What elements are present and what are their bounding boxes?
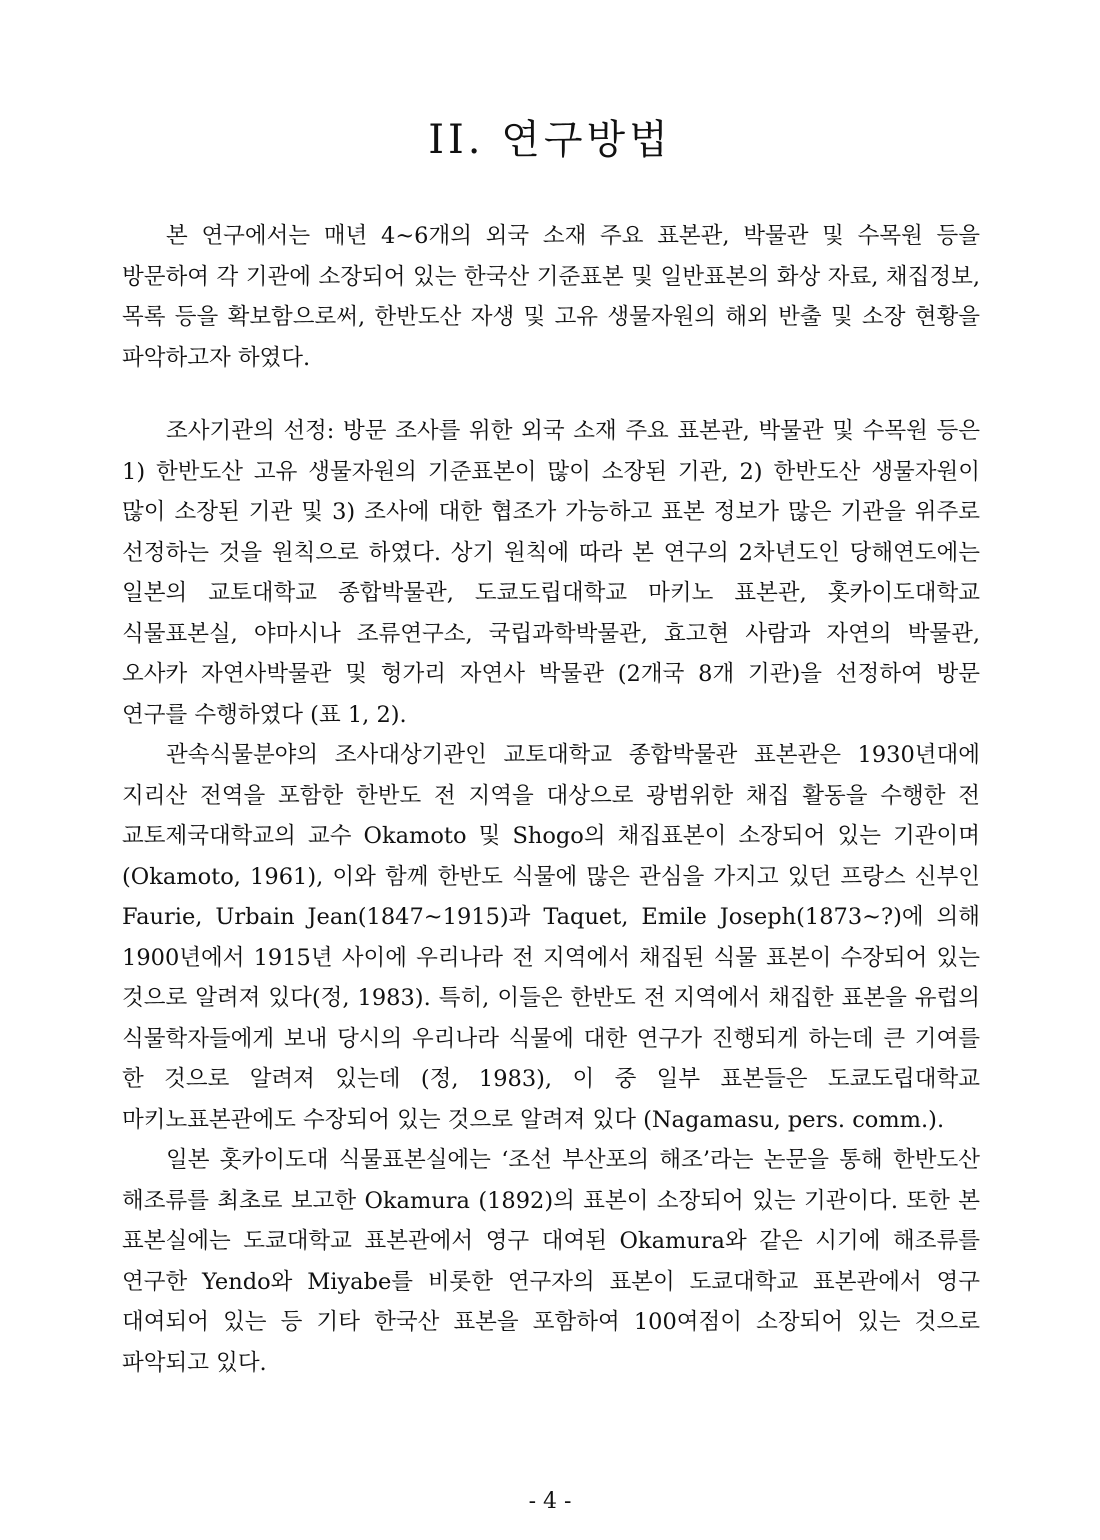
page-number: - 4 -	[528, 1489, 572, 1514]
paragraph-intro: 본 연구에서는 매년 4~6개의 외국 소재 주요 표본관, 박물관 및 수목원 등을 방문하여 각 기관에 소장되어 있는 한국산 기준표본 및 일반표본의 화상 자료, 채집정보, 목록 등을 확보함으로써, 한반도산 자생 및 고유 생물자원의 해외 반출 및 소장 현황을 파악하고자 하였다.	[122, 223, 980, 371]
paragraph-seaweed-herbarium: 일본 홋카이도대 식물표본실에는 ‘조선 부산포의 해조’라는 논문을 통해 한반도산 해조류를 최초로 보고한 Okamura (1892)의 표본이 소장되어 있는 기관이다. 또한 본 표본실에는 도쿄대학교 표본관에서 영구 대여된 Okamura와 같은 시기에 해조류를 연구한 Yendo와 Miyabe를 비롯한 연구자의 표본이 도쿄대학교 표본관에서 영구 대여되어 있는 등 기타 한국산 표본을 포함하여 100여점이 소장되어 있는 것으로 파악되고 있다.	[122, 1147, 980, 1376]
paragraph-institution-selection: 조사기관의 선정: 방문 조사를 위한 외국 소재 주요 표본관, 박물관 및 수목원 등은 1) 한반도산 고유 생물자원의 기준표본이 많이 소장된 기관, 2) 한반도산 생물자원이 많이 소장된 기관 및 3) 조사에 대한 협조가 가능하고 표본 정보가 많은 기관을 위주로 선정하는 것을 원칙으로 하였다. 상기 원칙에 따라 본 연구의 2차년도인 당해연도에는 일본의 교토대학교 종합박물관, 도쿄도립대학교 마키노 표본관, 홋카이도대학교 식물표본실, 야마시나 조류연구소, 국립과학박물관, 효고현 사람과 자연의 박물관, 오사카 자연사박물관 및 헝가리 자연사 박물관 (2개국 8개 기관)을 선정하여 방문 연구를 수행하였다 (표 1, 2).	[122, 418, 980, 728]
paragraph-group	[122, 411, 980, 1383]
paragraph-vascular-plants: 관속식물분야의 조사대상기관인 교토대학교 종합박물관 표본관은 1930년대에 지리산 전역을 포함한 한반도 전 지역을 대상으로 광범위한 채집 활동을 수행한 전 교토제국대학교의 교수 Okamoto 및 Shogo의 채집표본이 소장되어 있는 기관이며(Okamoto, 1961), 이와 함께 한반도 식물에 많은 관심을 가지고 있던 프랑스 신부인 Faurie, Urbain Jean(1847~1915)과 Taquet, Emile Joseph(1873~?)에 의해 1900년에서 1915년 사이에 우리나라 전 지역에서 채집된 식물 표본이 수장되어 있는 것으로 알려져 있다(정, 1983). 특히, 이들은 한반도 전 지역에서 채집한 표본을 유럽의 식물학자들에게 보내 당시의 우리나라 식물에 대한 연구가 진행되게 하는데 큰 기여를 한 것으로 알려져 있는데 (정, 1983), 이 중 일부 표본들은 도쿄도립대학교 마키노표본관에도 수장되어 있는 것으로 알려져 있다 (Nagamasu, pers. comm.).	[122, 742, 980, 1133]
section-title: II. 연구방법	[428, 117, 672, 163]
